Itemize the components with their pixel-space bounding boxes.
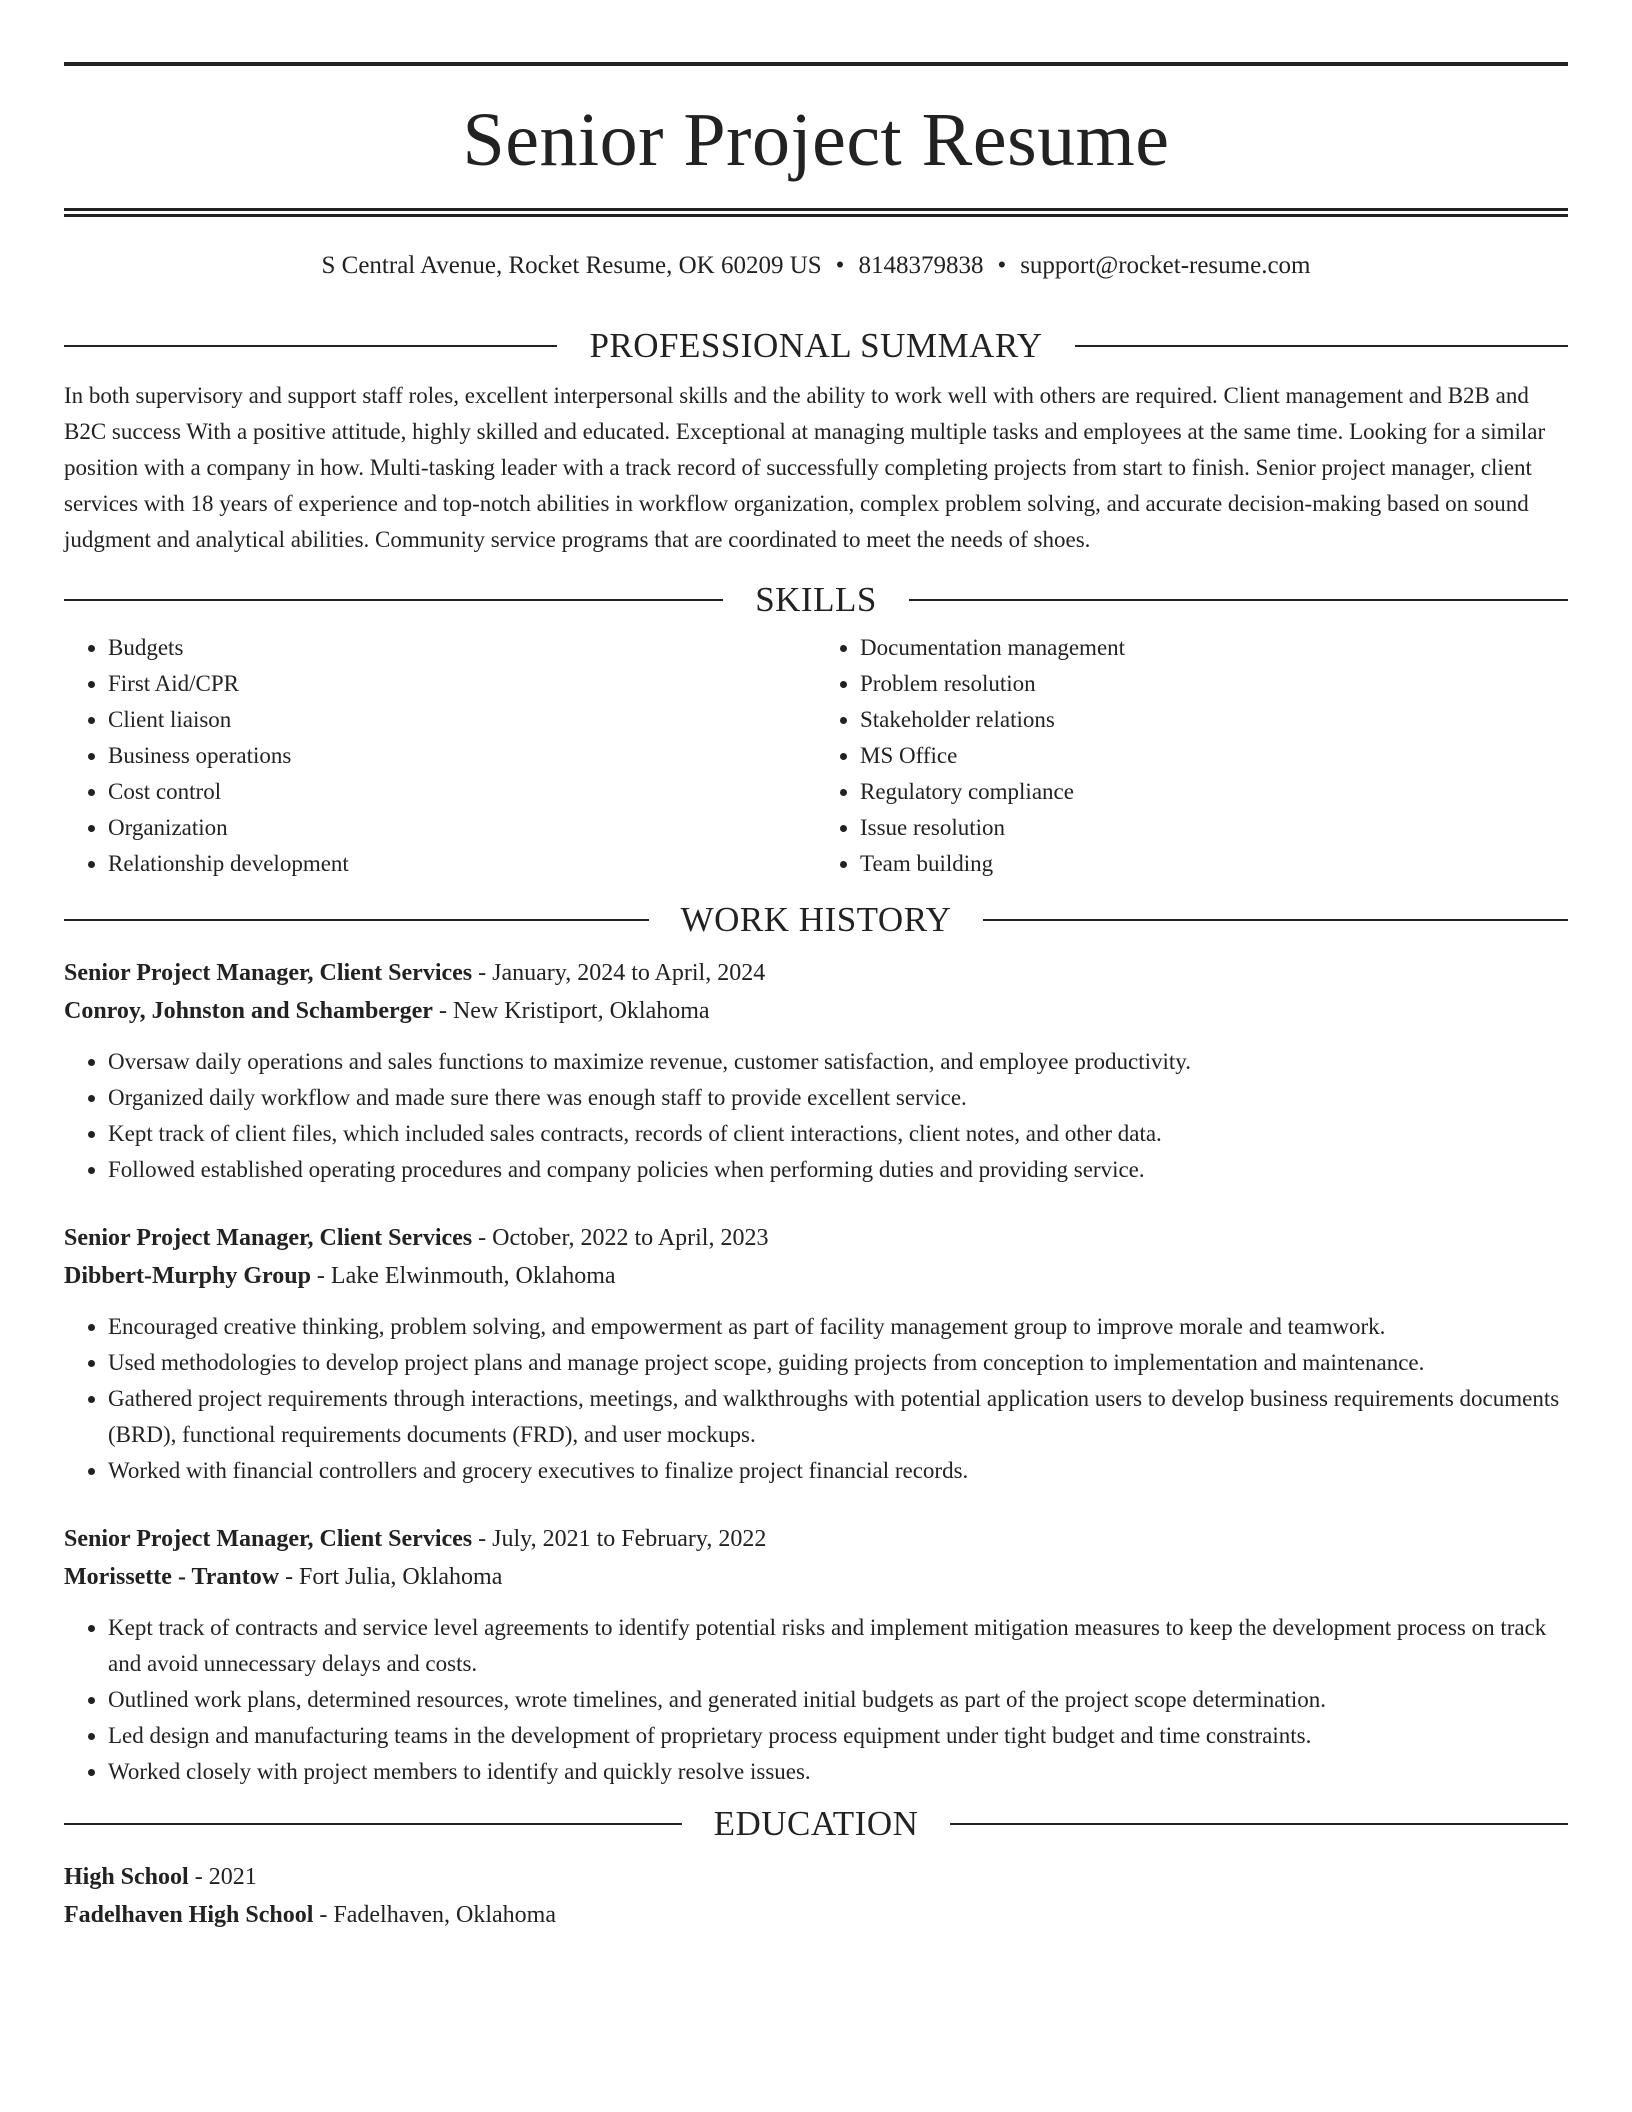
work-heading-label: WORK HISTORY — [680, 900, 952, 939]
summary-heading — [64, 326, 1568, 366]
skill-item: • Problem resolution — [860, 666, 1568, 702]
job-dates: - October, 2022 to April, 2023 — [472, 1225, 769, 1251]
heading-rule-right — [909, 599, 1568, 601]
job-bullet: • Oversaw daily operations and sales functions to maximize revenue, customer satisfaction, and employee productivity. — [108, 1044, 1568, 1080]
skills-list — [64, 630, 1568, 882]
job-title-line — [64, 954, 1568, 992]
heading-rule-left — [64, 599, 723, 601]
education-entry — [64, 1858, 1568, 1934]
skill-item: • Documentation management — [860, 630, 1568, 666]
education-school-line — [64, 1896, 1568, 1934]
job-bullet: • Used methodologies to develop project plans and manage project scope, guiding projects from conception to implementation and maintenance. — [108, 1345, 1568, 1381]
job-company: Dibbert-Murphy Group — [64, 1263, 311, 1289]
contact-address: S Central Avenue, Rocket Resume, OK 60209 US — [321, 252, 822, 279]
summary-heading-label: PROFESSIONAL SUMMARY — [589, 326, 1043, 365]
job-bullet: • Followed established operating procedures and company policies when performing duties and providing service. — [108, 1152, 1568, 1188]
contact-separator: • — [997, 252, 1007, 279]
education-degree-line — [64, 1858, 1568, 1896]
contact-phone: 8148379838 — [858, 252, 984, 279]
skill-item: • Stakeholder relations — [860, 702, 1568, 738]
education-location: - Fadelhaven, Oklahoma — [313, 1902, 556, 1928]
job-entry — [64, 1520, 1568, 1790]
skill-item: • Budgets — [108, 630, 816, 666]
contact-separator: • — [835, 252, 845, 279]
job-title: Senior Project Manager, Client Services — [64, 1225, 473, 1251]
job-bullet: • Kept track of contracts and service level agreements to identify potential risks and implement mitigation measures to keep the development process on track and avoid unnecessary delays and costs. — [108, 1610, 1568, 1682]
skill-item: • Organization — [108, 810, 816, 846]
job-bullet: • Encouraged creative thinking, problem solving, and empowerment as part of facility management group to improve morale and teamwork. — [108, 1309, 1568, 1345]
education-degree: High School — [64, 1864, 189, 1890]
skills-heading — [64, 580, 1568, 620]
job-company-line — [64, 1257, 1568, 1295]
title-double-rule — [64, 208, 1568, 217]
job-location: - Fort Julia, Oklahoma — [279, 1564, 503, 1590]
education-heading-label: EDUCATION — [713, 1804, 919, 1843]
job-company-line — [64, 1558, 1568, 1596]
heading-rule-left — [64, 345, 557, 347]
skill-item: • First Aid/CPR — [108, 666, 816, 702]
skills-heading-label: SKILLS — [755, 580, 877, 619]
job-title-line — [64, 1219, 1568, 1257]
skill-item: • Issue resolution — [860, 810, 1568, 846]
skill-item: • MS Office — [860, 738, 1568, 774]
heading-rule-right — [1075, 345, 1568, 347]
skill-item: • Cost control — [108, 774, 816, 810]
education-year: - 2021 — [188, 1864, 257, 1890]
job-bullet: • Worked with financial controllers and grocery executives to finalize project financial records. — [108, 1453, 1568, 1489]
job-bullets — [64, 1610, 1568, 1790]
heading-rule-left — [64, 919, 649, 921]
heading-rule-left — [64, 1823, 682, 1825]
heading-rule-right — [983, 919, 1568, 921]
job-bullets — [64, 1044, 1568, 1188]
job-dates: - July, 2021 to February, 2022 — [472, 1526, 767, 1552]
contact-email: support@rocket-resume.com — [1020, 252, 1311, 279]
job-bullets — [64, 1309, 1568, 1489]
skill-item: • Relationship development — [108, 846, 816, 882]
job-location: - Lake Elwinmouth, Oklahoma — [310, 1263, 616, 1289]
job-bullet: • Led design and manufacturing teams in the development of proprietary process equipment under tight budget and time constraints. — [108, 1718, 1568, 1754]
skill-item: • Regulatory compliance — [860, 774, 1568, 810]
education-school: Fadelhaven High School — [64, 1902, 314, 1928]
resume-title: Senior Project Resume — [462, 98, 1170, 182]
job-bullet: • Gathered project requirements through interactions, meetings, and walkthroughs with potential application users to develop business requirements documents (BRD), functional requirements documents (FRD), and user mockups. — [108, 1381, 1568, 1453]
summary-text: In both supervisory and support staff roles, excellent interpersonal skills and the ability to work well with others are required. Client management and B2B and B2C success With a positive attitude, highly skilled and educated. Exceptional at managing multiple tasks and employees at the same time. Looking for a similar position with a company in how. Multi-tasking leader with a track record of successfully completing projects from start to finish. Senior project manager, client services with 18 years of experience and top-notch abilities in workflow organization, complex problem solving, and accurate decision-making based on sound judgment and analytical abilities. Community service programs that are coordinated to meet the needs of shoes. — [64, 383, 1546, 552]
skill-item: • Client liaison — [108, 702, 816, 738]
job-company-line — [64, 992, 1568, 1030]
job-entry — [64, 1219, 1568, 1489]
skill-item: • Team building — [860, 846, 1568, 882]
skills-column-right — [816, 630, 1568, 882]
job-title-line — [64, 1520, 1568, 1558]
job-company: Morissette - Trantow — [64, 1564, 280, 1590]
job-location: - New Kristiport, Oklahoma — [432, 998, 710, 1024]
work-heading — [64, 900, 1568, 940]
job-bullet: • Worked closely with project members to identify and quickly resolve issues. — [108, 1754, 1568, 1790]
skill-item: • Business operations — [108, 738, 816, 774]
job-title: Senior Project Manager, Client Services — [64, 960, 473, 986]
job-dates: - January, 2024 to April, 2024 — [472, 960, 766, 986]
job-bullet: • Organized daily workflow and made sure there was enough staff to provide excellent service. — [108, 1080, 1568, 1116]
job-bullet: • Kept track of client files, which included sales contracts, records of client interactions, client notes, and other data. — [108, 1116, 1568, 1152]
job-company: Conroy, Johnston and Schamberger — [64, 998, 433, 1024]
contact-line — [64, 251, 1568, 281]
job-title: Senior Project Manager, Client Services — [64, 1526, 473, 1552]
top-rule — [64, 62, 1568, 66]
heading-rule-right — [950, 1823, 1568, 1825]
job-bullet: • Outlined work plans, determined resources, wrote timelines, and generated initial budgets as part of the project scope determination. — [108, 1682, 1568, 1718]
skills-column-left — [64, 630, 816, 882]
education-heading — [64, 1804, 1568, 1844]
job-entry — [64, 954, 1568, 1188]
